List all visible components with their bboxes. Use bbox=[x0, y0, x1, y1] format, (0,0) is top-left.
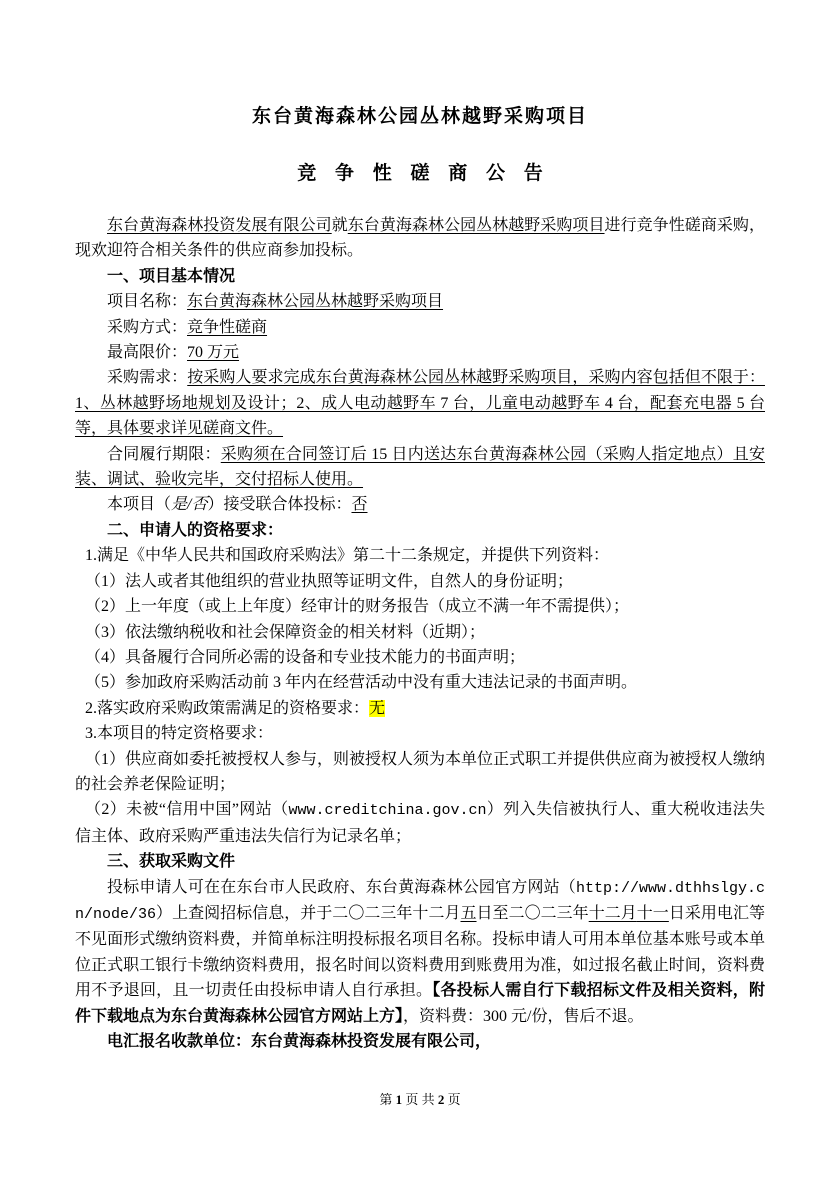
text-run: 十一 bbox=[636, 904, 669, 922]
paragraph bbox=[75, 365, 765, 441]
paragraph bbox=[75, 747, 765, 798]
paragraph bbox=[75, 315, 765, 340]
text-run: 采购须在合同签订后 15 日内送达东台黄海森林公园（采购人指定地点）且安装、调试、验收完毕，交付招标人使用。 bbox=[75, 445, 765, 489]
text-run: 2.落实政府采购政策需满足的资格要求： bbox=[85, 699, 370, 717]
text-run: www.creditchina.gov.cn bbox=[288, 802, 487, 820]
text-run: 采购方式： bbox=[107, 318, 188, 336]
text-run: 电汇报名收款单位：东台黄海森林投资发展有限公司， bbox=[107, 1033, 492, 1050]
text-run: 就 bbox=[331, 217, 348, 234]
text-run: 采购需求： bbox=[107, 369, 188, 387]
text-run: http://www.dthhslgy.cn/node/36 bbox=[75, 879, 765, 923]
paragraph bbox=[75, 264, 765, 289]
document-subtitle: 竞 争 性 磋 商 公 告 bbox=[297, 163, 550, 184]
text-run: 五 bbox=[460, 904, 477, 922]
text-run: 3.本项目的特定资格要求： bbox=[85, 725, 274, 743]
text-run: ）接受联合体投标： bbox=[207, 496, 352, 514]
text-run: 东台黄海森林公园丛林越野采购项目 bbox=[187, 293, 444, 311]
highlighted-text: 无 bbox=[369, 699, 386, 717]
text-run: 1.满足《中华人民共和国政府采购法》第二十二条规定，并提供下列资料： bbox=[85, 547, 610, 565]
text-run: 日采用电汇等不见面形式缴纳资料费，并简单标注明投标报名项目名称。投标申请人可用本单位基本账号或本单位正式职工银行卡缴纳资料费用，报名时间以资料费用到账费用为准，如过报名截止时间，资料费用不予退回，且一切责任由投标申请人自行承担。 bbox=[75, 904, 765, 1000]
text-run: 页 共 bbox=[402, 1092, 438, 1107]
paragraph bbox=[75, 797, 765, 849]
text-run: 70 万元 bbox=[187, 344, 240, 362]
text-run: 是/否 bbox=[171, 496, 208, 514]
text-run: 二、申请人的资格要求： bbox=[107, 521, 284, 539]
paragraph bbox=[75, 569, 765, 594]
paragraph bbox=[75, 670, 765, 695]
text-run: （2）上一年度（或上上年度）经审计的财务报告（成立不满一年不需提供）； bbox=[85, 598, 630, 616]
paragraph bbox=[75, 442, 765, 493]
paragraph bbox=[75, 543, 765, 568]
paragraph bbox=[75, 849, 765, 874]
text-run: 日至二〇二三年 bbox=[476, 904, 589, 922]
text-run: 第 bbox=[379, 1092, 396, 1107]
paragraph bbox=[75, 620, 765, 645]
text-run: 三、获取采购文件 bbox=[107, 853, 236, 871]
page-footer bbox=[0, 1092, 840, 1108]
paragraph bbox=[75, 721, 765, 746]
text-run: （1）法人或者其他组织的营业执照等证明文件，自然人的身份证明； bbox=[85, 572, 574, 590]
text-run: ，资料费：300 元/份，售后不退。 bbox=[403, 1007, 644, 1025]
paragraph bbox=[75, 518, 765, 543]
text-run: 东台黄海森林公园丛林越野采购项目 bbox=[347, 217, 605, 234]
text-run: 最高限价： bbox=[107, 344, 188, 362]
text-run: ）列入失信被执行人、重大税收违法失信主体、政府采购严重违法失信行为记录名单； bbox=[75, 801, 765, 845]
paragraph bbox=[75, 213, 765, 264]
text-run: 投标申请人可在在东台市人民政府、东台黄海森林公园官方网站（ bbox=[107, 878, 576, 896]
paragraph bbox=[75, 1029, 765, 1054]
paragraph bbox=[75, 875, 765, 1029]
text-run: 本项目（ bbox=[107, 496, 172, 514]
document-body bbox=[75, 213, 765, 1054]
text-run: 按采购人要求完成东台黄海森林公园丛林越野采购项目，采购内容包括但不限于：1、丛林越野场地规划及设计；2、成人电动越野车 7 台，儿童电动越野车 4 台，配套充电器 5 台等，具体要求详见磋商文件。 bbox=[75, 369, 765, 438]
text-run: 【各投标人需自行下载招标文件及相关资料，附件下载地点为东台黄海森林公园官方网站上方】 bbox=[75, 982, 765, 1025]
text-run: 竞争性磋商 bbox=[187, 318, 268, 336]
text-run: （4）具备履行合同所必需的设备和专业技术能力的书面声明； bbox=[85, 648, 526, 666]
paragraph bbox=[75, 340, 765, 365]
text-run: （3）依法缴纳税收和社会保障资金的相关材料（近期）； bbox=[85, 623, 486, 641]
paragraph bbox=[75, 594, 765, 619]
text-run: （5）参加政府采购活动前 3 年内在经营活动中没有重大违法记录的书面声明。 bbox=[85, 674, 638, 692]
text-run: 十二月 bbox=[588, 904, 637, 922]
text-run: （2）未被“信用中国”网站（ bbox=[85, 801, 289, 819]
text-run: 合同履行期限： bbox=[107, 445, 221, 463]
document-title: 东台黄海森林公园丛林越野采购项目 bbox=[251, 106, 588, 127]
paragraph bbox=[75, 696, 765, 721]
text-run: 2 bbox=[437, 1092, 445, 1107]
text-run: （1）供应商如委托被授权人参与，则被授权人须为本单位正式职工并提供供应商为被授权人缴纳的社会养老保险证明； bbox=[75, 750, 766, 793]
paragraph bbox=[75, 492, 765, 517]
text-run: ）上查阅招标信息，并于二〇二三年十二月 bbox=[156, 904, 461, 922]
text-run: 1 bbox=[395, 1092, 403, 1107]
text-run: 否 bbox=[351, 496, 368, 514]
text-run: 东台黄海森林投资发展有限公司 bbox=[107, 217, 332, 234]
text-run: 项目名称： bbox=[107, 293, 188, 311]
text-run: 页 bbox=[444, 1092, 461, 1107]
paragraph bbox=[75, 289, 765, 314]
paragraph bbox=[75, 645, 765, 670]
text-run: 进行竞争性磋商采购，现欢迎符合相关条件的供应商参加投标。 bbox=[75, 217, 765, 260]
text-run: 一、项目基本情况 bbox=[107, 267, 236, 285]
